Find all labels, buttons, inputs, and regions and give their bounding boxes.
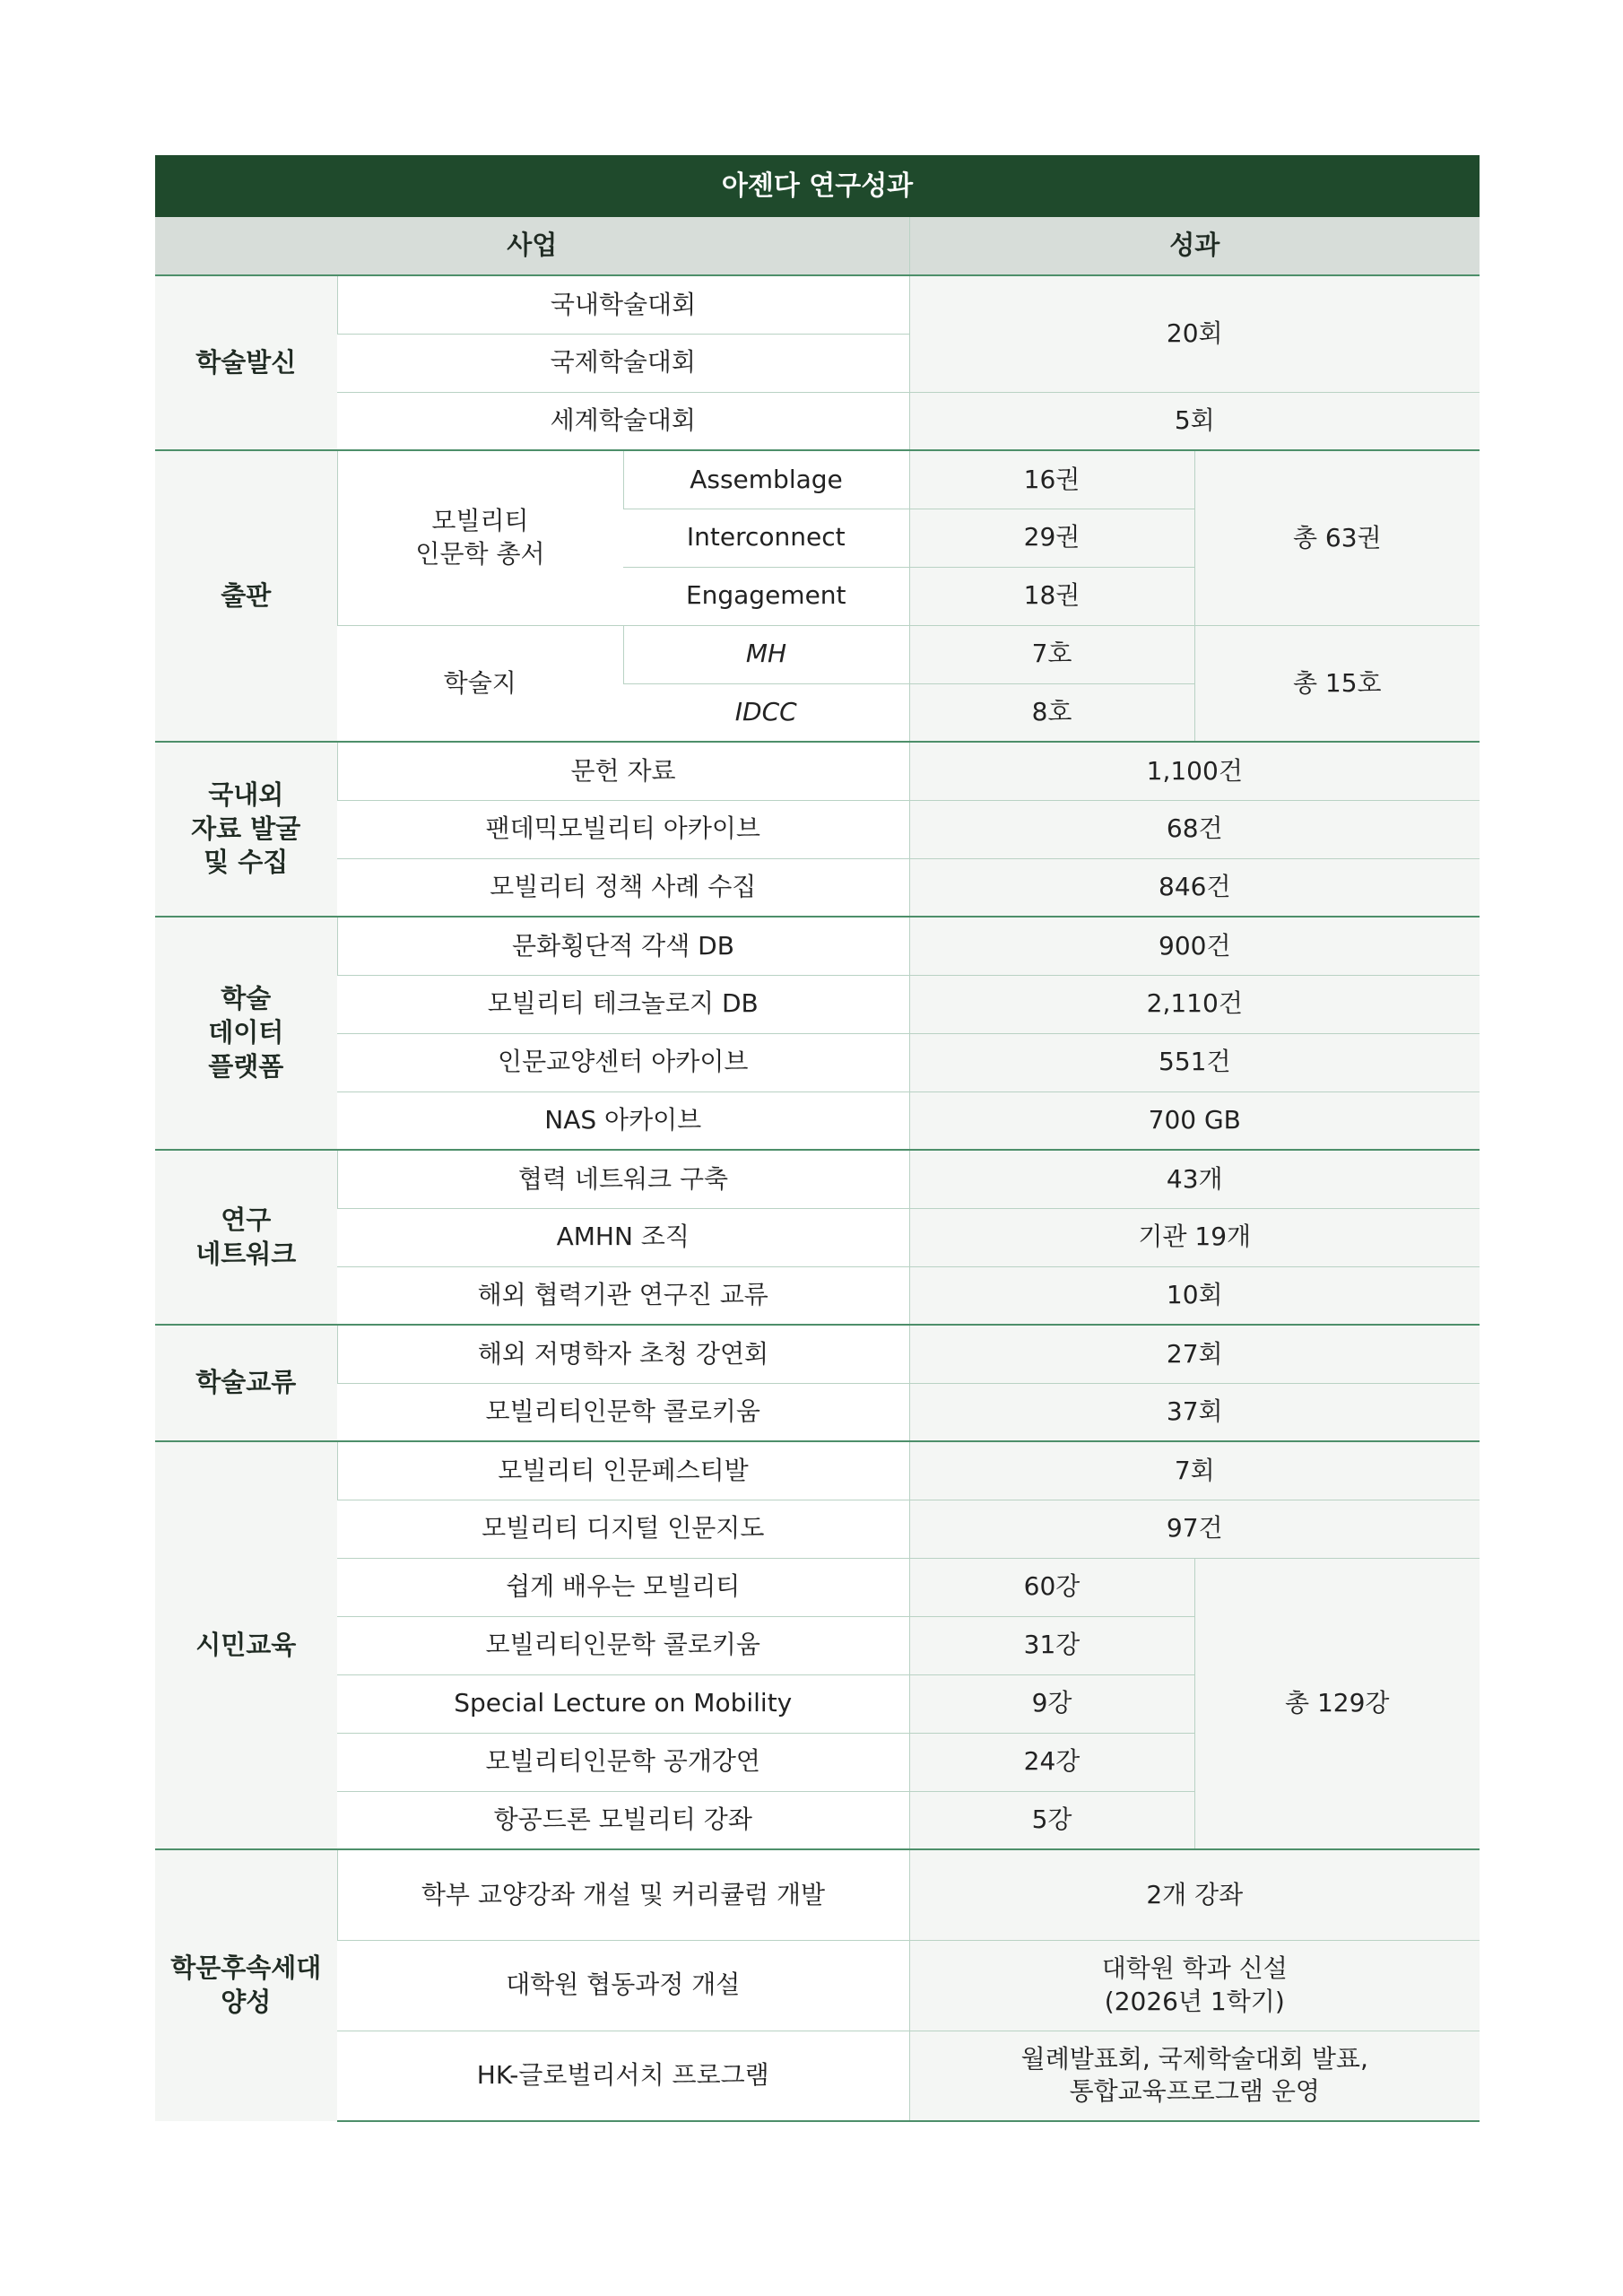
journal-name: MH [623,625,909,683]
table-cell-result: 2개 강좌 [909,1849,1480,1940]
table-cell-item: 국제학술대회 [337,334,909,392]
category-data-platform: 학술 데이터 플랫폼 [155,917,337,1150]
table-cell-result: 551건 [909,1033,1480,1091]
lecture-count: 9강 [909,1674,1194,1733]
table-cell-result: 846건 [909,858,1480,917]
table-cell-item: 모빌리티 인문페스티발 [337,1441,909,1500]
table-title: 아젠다 연구성과 [155,155,1480,217]
table-cell-item: 협력 네트워크 구축 [337,1150,909,1208]
table-cell-item: Special Lecture on Mobility [337,1674,909,1733]
table-cell-item: 모빌리티 디지털 인문지도 [337,1500,909,1558]
table-cell-result: 37회 [909,1383,1480,1441]
table-cell-result: 900건 [909,917,1480,975]
table-cell-item: 모빌리티인문학 콜로키움 [337,1616,909,1674]
publication-series-label: 모빌리티 인문학 총서 [337,450,623,625]
table-cell-result: 700 GB [909,1091,1480,1150]
table-cell-item: 팬데믹모빌리티 아카이브 [337,800,909,858]
lecture-count: 5강 [909,1791,1194,1849]
journal-count: 8호 [909,683,1194,742]
category-next-generation: 학문후속세대 양성 [155,1849,337,2121]
table-cell-result: 대학원 학과 신설 (2026년 1학기) [909,1940,1480,2031]
table-cell-item: 학부 교양강좌 개설 및 커리큘럼 개발 [337,1849,909,1940]
table-cell-item: 문헌 자료 [337,742,909,800]
table-cell-item: HK-글로벌리서치 프로그램 [337,2031,909,2121]
table-cell-result: 68건 [909,800,1480,858]
lecture-count: 31강 [909,1616,1194,1674]
category-academic-outreach: 학술발신 [155,275,337,450]
column-header-business: 사업 [155,217,909,275]
table-cell-item: NAS 아카이브 [337,1091,909,1150]
lecture-count: 24강 [909,1733,1194,1791]
table-cell-item: 항공드론 모빌리티 강좌 [337,1791,909,1849]
series-name: Assemblage [623,450,909,509]
table-cell-result: 7회 [909,1441,1480,1500]
table-cell-item: 모빌리티인문학 공개강연 [337,1733,909,1791]
series-total: 총 63권 [1194,450,1480,625]
category-research-network: 연구 네트워크 [155,1150,337,1325]
column-header-result: 성과 [909,217,1480,275]
table-cell-result: 2,110건 [909,975,1480,1033]
table-cell-result: 27회 [909,1325,1480,1383]
category-academic-exchange: 학술교류 [155,1325,337,1441]
table-cell-item: 문화횡단적 각색 DB [337,917,909,975]
table-cell-item: 모빌리티 테크놀로지 DB [337,975,909,1033]
table-cell-item: 해외 저명학자 초청 강연회 [337,1325,909,1383]
series-name: Engagement [623,567,909,625]
journal-name: IDCC [623,683,909,742]
table-cell-result: 97건 [909,1500,1480,1558]
series-count: 29권 [909,509,1194,567]
research-results-table [155,155,1480,2122]
lecture-total: 총 129강 [1194,1558,1480,1849]
journal-label: 학술지 [337,625,623,742]
category-data-collection: 국내외 자료 발굴 및 수집 [155,742,337,917]
table-cell-result: 5회 [909,392,1480,450]
table-cell-item: 모빌리티인문학 콜로키움 [337,1383,909,1441]
table-cell-result: 월례발표회, 국제학술대회 발표, 통합교육프로그램 운영 [909,2031,1480,2121]
table-cell-item: 모빌리티 정책 사례 수집 [337,858,909,917]
table-cell-result: 기관 19개 [909,1208,1480,1266]
table-cell-item: 쉽게 배우는 모빌리티 [337,1558,909,1616]
table-cell-item: 해외 협력기관 연구진 교류 [337,1266,909,1325]
table-cell-item: AMHN 조직 [337,1208,909,1266]
category-publication: 출판 [155,450,337,742]
table-cell-item: 인문교양센터 아카이브 [337,1033,909,1091]
table-cell-item: 국내학술대회 [337,275,909,334]
series-name: Interconnect [623,509,909,567]
category-civic-education: 시민교육 [155,1441,337,1849]
table-cell-item: 세계학술대회 [337,392,909,450]
table-cell-result: 43개 [909,1150,1480,1208]
table-cell-result: 10회 [909,1266,1480,1325]
series-count: 16권 [909,450,1194,509]
journal-count: 7호 [909,625,1194,683]
table-cell-item: 대학원 협동과정 개설 [337,1940,909,2031]
table-cell-result: 20회 [909,275,1480,392]
lecture-count: 60강 [909,1558,1194,1616]
journal-total: 총 15호 [1194,625,1480,742]
table-cell-result: 1,100건 [909,742,1480,800]
series-count: 18권 [909,567,1194,625]
